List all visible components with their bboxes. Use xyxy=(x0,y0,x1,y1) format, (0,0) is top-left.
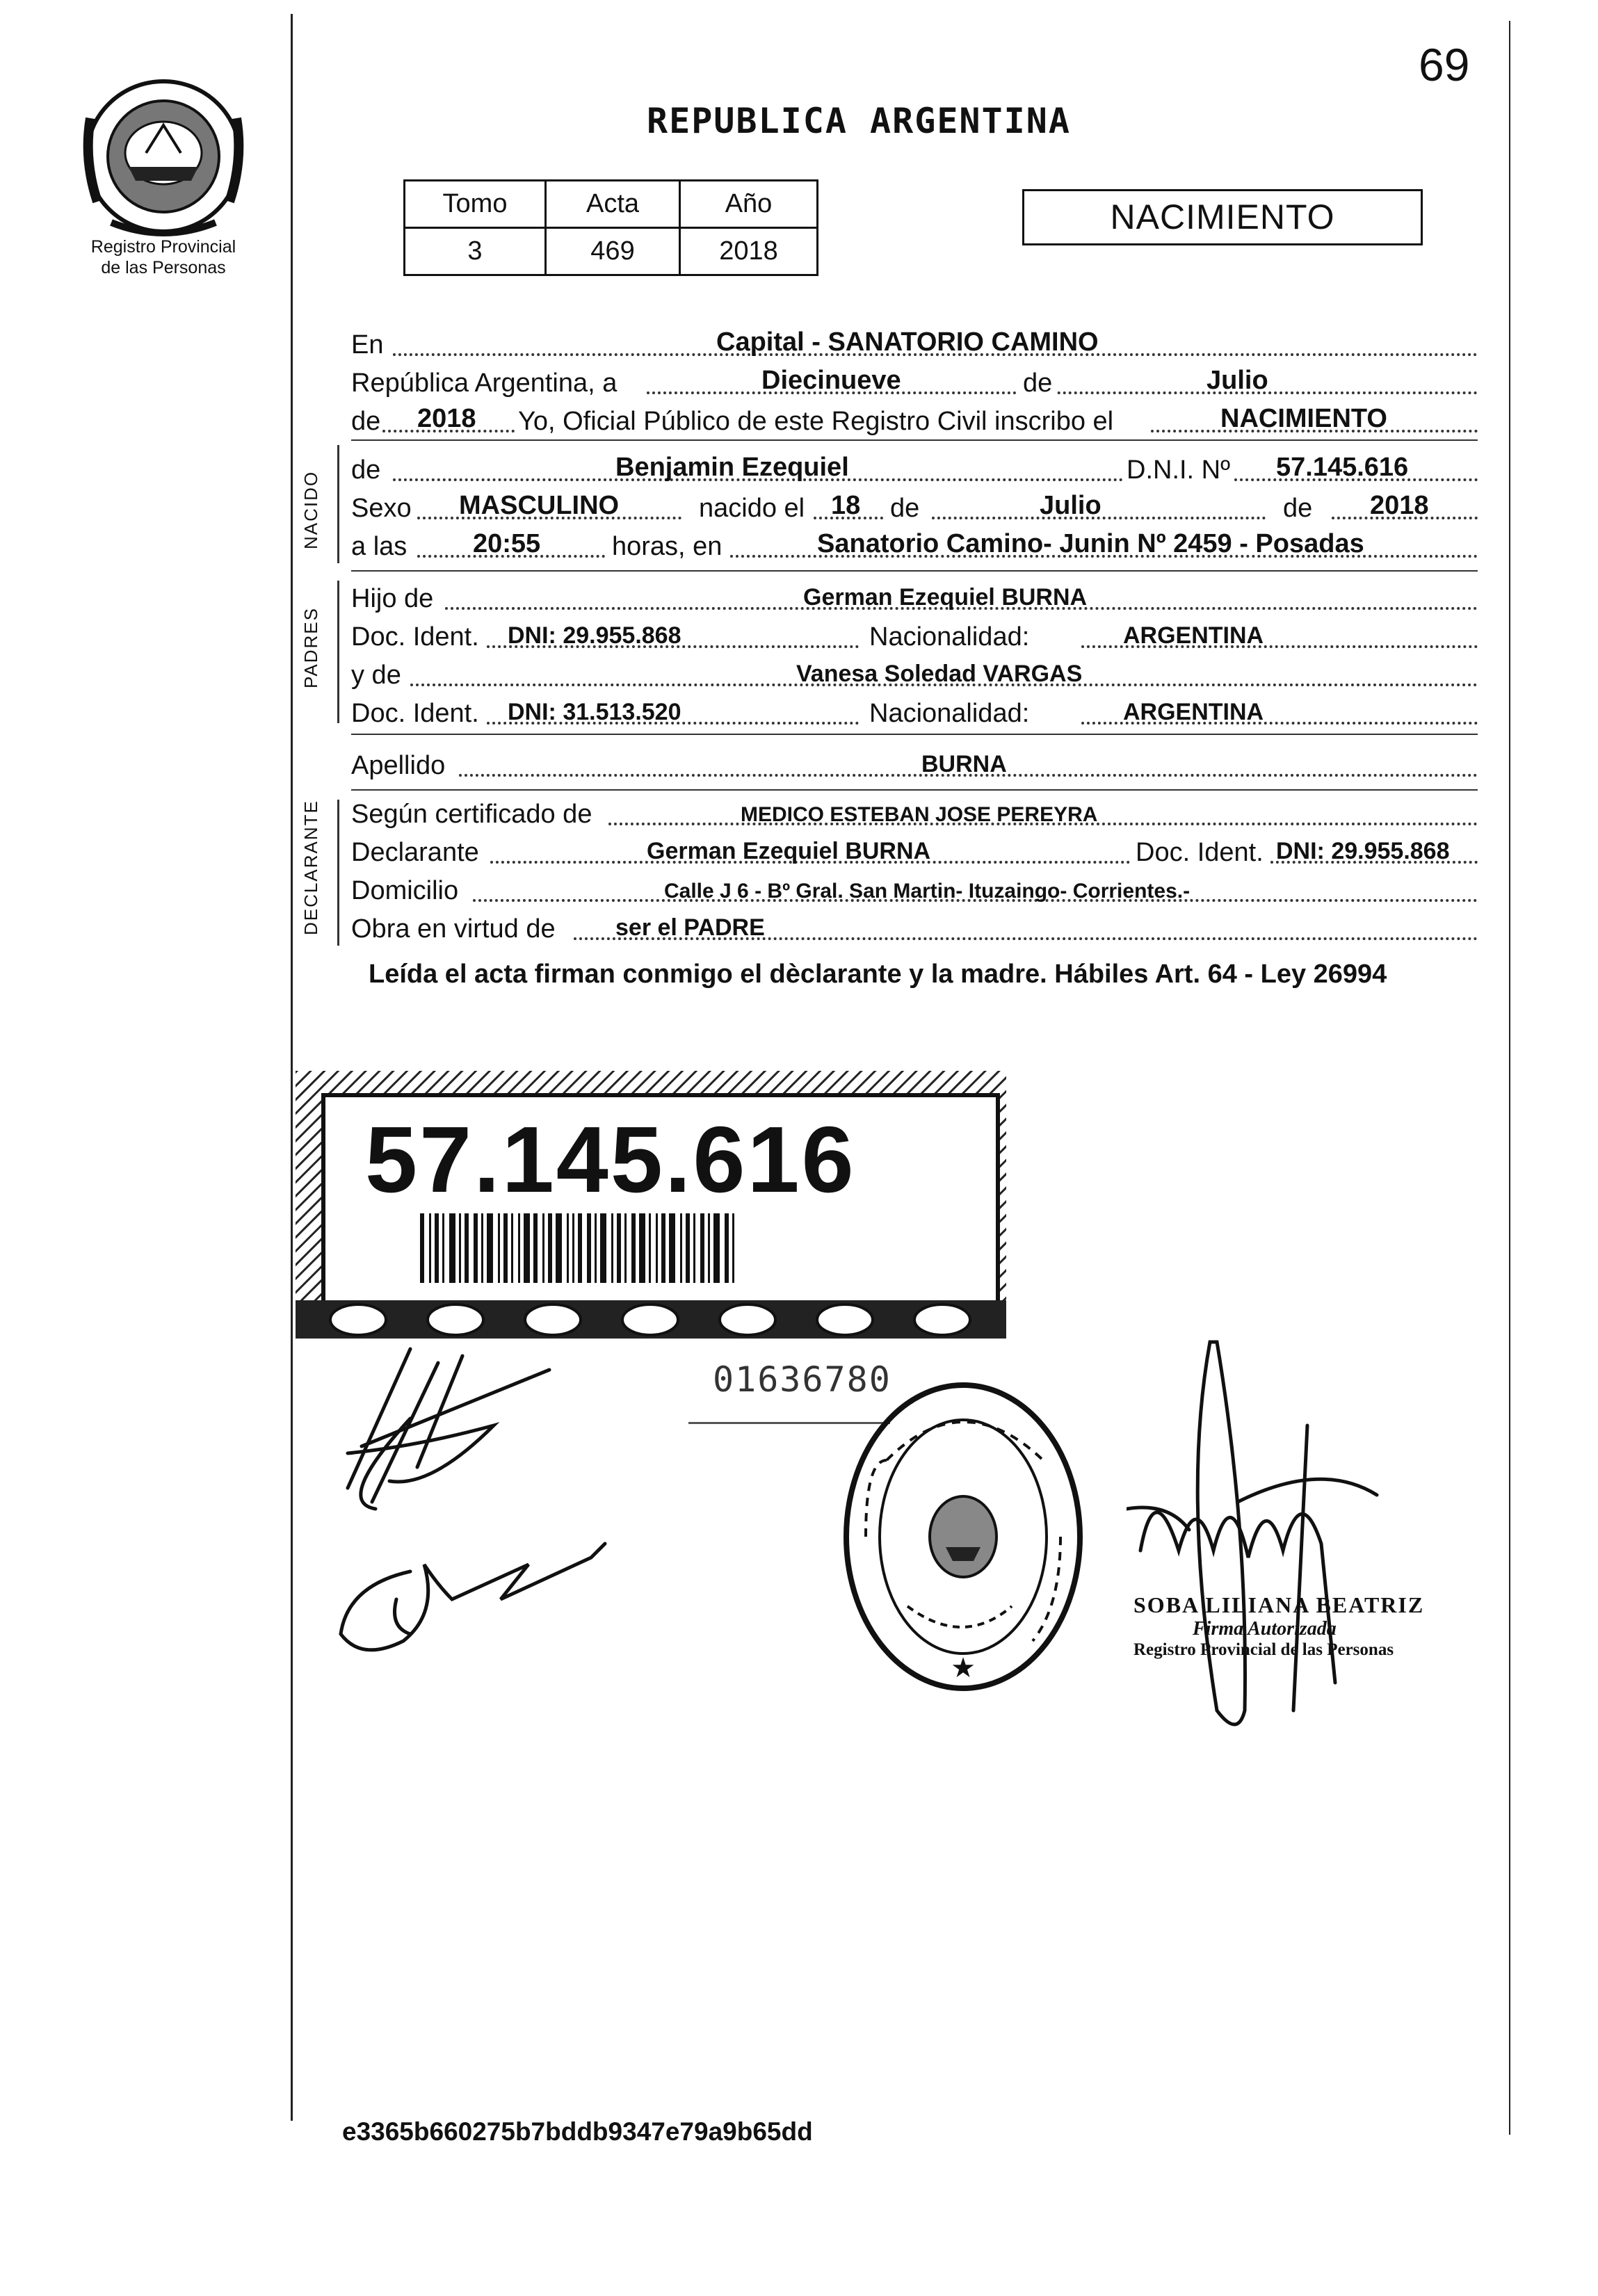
nacionalidad-label: Nacionalidad: xyxy=(869,699,1030,728)
barcode-bar xyxy=(656,1213,658,1283)
birth-month: Julio xyxy=(1040,491,1101,520)
sexo-label: Sexo xyxy=(351,494,412,523)
sexo-value: MASCULINO xyxy=(459,491,620,520)
barcode-bar xyxy=(611,1213,613,1283)
barcode-bar xyxy=(572,1213,574,1283)
day-value: Diecinueve xyxy=(761,366,901,395)
dni-value: 57.145.616 xyxy=(1276,453,1409,482)
barcode xyxy=(417,1213,810,1283)
row-mother-doc xyxy=(351,695,1478,730)
barcode-bar xyxy=(669,1213,675,1283)
mother-doc: DNI: 31.513.520 xyxy=(508,699,681,725)
obra-value: ser el PADRE xyxy=(615,914,765,941)
domicilio-value: Calle J 6 - Bº Gral. San Martin- Ituzaingo- Corrientes.- xyxy=(664,880,1191,903)
en-label: En xyxy=(351,330,384,359)
barcode-bar xyxy=(465,1213,469,1283)
month-value: Julio xyxy=(1206,366,1268,395)
birth-day: 18 xyxy=(831,491,861,520)
row-year xyxy=(351,403,1478,438)
barcode-bar xyxy=(661,1213,665,1283)
section-rule xyxy=(351,570,1478,572)
en-value: Capital - SANATORIO CAMINO xyxy=(716,328,1099,357)
nacionalidad-label: Nacionalidad: xyxy=(869,622,1030,652)
de-label: de xyxy=(1283,494,1313,523)
section-rule xyxy=(351,439,1478,441)
father-nationality: ARGENTINA xyxy=(1123,622,1264,649)
barcode-bar xyxy=(631,1213,636,1283)
record-table-value-row xyxy=(405,228,818,275)
barcode-bar xyxy=(624,1213,627,1283)
barcode-bar xyxy=(435,1213,439,1283)
barcode-bar xyxy=(542,1213,544,1283)
barcode-bar xyxy=(518,1213,520,1283)
segun-value: MEDICO ESTEBAN JOSE PEREYRA xyxy=(741,803,1098,826)
segun-label: Según certificado de xyxy=(351,800,592,829)
barcode-bar xyxy=(639,1213,645,1283)
barcode-bar xyxy=(578,1213,582,1283)
horas-en-label: horas, en xyxy=(612,532,723,561)
record-table-header-row xyxy=(405,181,818,228)
barcode-bar xyxy=(487,1213,493,1283)
barcode-bar xyxy=(556,1213,562,1283)
barcode-bar xyxy=(693,1213,695,1283)
barcode-bar xyxy=(429,1213,431,1283)
declarante-section-label: DECLARANTE xyxy=(300,800,321,935)
declarant-signature xyxy=(320,1335,709,1724)
row-domicilio xyxy=(351,873,1478,907)
row-y-de xyxy=(351,657,1478,692)
barcode-bar xyxy=(686,1213,690,1283)
barcode-bar xyxy=(449,1213,455,1283)
year-prefix: de xyxy=(351,407,381,436)
padres-section-label: PADRES xyxy=(300,607,321,688)
doc-ident-label: Doc. Ident. xyxy=(351,699,479,728)
row-sexo xyxy=(351,490,1478,525)
row-apellido xyxy=(351,747,1478,782)
row-hijo-de xyxy=(351,581,1478,615)
closing-note: Leída el acta firman conmigo el dèclarante y la madre. Hábiles Art. 64 - Ley 26994 xyxy=(369,960,1387,989)
record-table-cell: 2018 xyxy=(680,228,818,275)
de-label: de xyxy=(890,494,920,523)
barcode-bar xyxy=(524,1213,530,1283)
row-declarante xyxy=(351,834,1478,869)
barcode-bar xyxy=(708,1213,710,1283)
barcode-bar xyxy=(700,1213,704,1283)
official-signature xyxy=(1127,1321,1488,1780)
record-table xyxy=(403,179,818,276)
apellido-label: Apellido xyxy=(351,751,446,780)
barcode-bar xyxy=(511,1213,513,1283)
svg-text:★: ★ xyxy=(951,1652,976,1684)
apellido-value: BURNA xyxy=(921,751,1007,777)
record-table-header: Acta xyxy=(546,181,680,228)
left-margin-line xyxy=(291,14,293,2121)
section-bar xyxy=(337,581,339,723)
province-crest-logo xyxy=(76,76,250,243)
declarante-label: Declarante xyxy=(351,838,479,867)
row-en xyxy=(351,327,1478,362)
barcode-bar xyxy=(617,1213,621,1283)
sticker-dni-number: 57.145.616 xyxy=(365,1107,856,1212)
year-value: 2018 xyxy=(417,404,476,433)
barcode-bar xyxy=(649,1213,651,1283)
record-table-cell: 3 xyxy=(405,228,546,275)
row-hora xyxy=(351,528,1478,563)
dni-label: D.N.I. Nº xyxy=(1127,455,1230,485)
section-rule xyxy=(351,789,1478,791)
official-role: Firma Autorizada xyxy=(1193,1618,1337,1640)
barcode-bar xyxy=(548,1213,552,1283)
obra-label: Obra en virtud de xyxy=(351,914,556,944)
declarante-value: German Ezequiel BURNA xyxy=(647,838,931,864)
record-table-header: Año xyxy=(680,181,818,228)
mother-nationality: ARGENTINA xyxy=(1123,699,1264,725)
barcode-bar xyxy=(680,1213,682,1283)
country-title: REPUBLICA ARGENTINA xyxy=(647,101,1071,141)
republica-label: República Argentina, a xyxy=(351,369,618,398)
birth-year: 2018 xyxy=(1370,491,1429,520)
barcode-bar xyxy=(713,1213,720,1283)
hijo-de-label: Hijo de xyxy=(351,584,434,613)
org-name-line1: Registro Provincial xyxy=(90,237,236,257)
barcode-bar xyxy=(442,1213,444,1283)
barcode-bar xyxy=(498,1213,500,1283)
barcode-bar xyxy=(595,1213,597,1283)
barcode-bar xyxy=(420,1213,424,1283)
section-rule xyxy=(351,734,1478,735)
inscribo-value: NACIMIENTO xyxy=(1220,404,1387,433)
barcode-bar xyxy=(732,1213,734,1283)
org-name xyxy=(56,236,271,278)
barcode-bar xyxy=(725,1213,729,1283)
page-number: 69 xyxy=(1419,39,1470,90)
nacido-el-label: nacido el xyxy=(699,494,805,523)
section-bar xyxy=(337,800,339,946)
section-bar xyxy=(337,445,339,563)
barcode-bar xyxy=(587,1213,591,1283)
row-father-doc xyxy=(351,619,1478,654)
barcode-bar xyxy=(474,1213,478,1283)
serial-number: 01636780 xyxy=(713,1359,891,1400)
document-hash: e3365b660275b7bddb9347e79a9b65dd xyxy=(342,2117,813,2146)
barcode-bar xyxy=(481,1213,483,1283)
birth-time: 20:55 xyxy=(473,529,541,558)
a-las-label: a las xyxy=(351,532,407,561)
official-seal xyxy=(838,1377,1088,1697)
child-name: Benjamin Ezequiel xyxy=(615,453,849,482)
y-de-label: y de xyxy=(351,661,401,690)
barcode-bar xyxy=(567,1213,569,1283)
row-nombre xyxy=(351,452,1478,487)
record-table-cell: 469 xyxy=(546,228,680,275)
de-nombre-label: de xyxy=(351,455,381,485)
official-name: SOBA LILIANA BEATRIZ xyxy=(1133,1592,1425,1617)
record-table-header: Tomo xyxy=(405,181,546,228)
doc-ident-label: Doc. Ident. xyxy=(351,622,479,652)
org-name-line2: de las Personas xyxy=(101,258,226,277)
birth-place: Sanatorio Camino- Junin Nº 2459 - Posadas xyxy=(817,529,1364,558)
row-obra xyxy=(351,911,1478,946)
father-doc: DNI: 29.955.868 xyxy=(508,622,681,649)
barcode-bar xyxy=(459,1213,461,1283)
barcode-bar xyxy=(533,1213,538,1283)
registrar-text: Yo, Oficial Público de este Registro Civil inscribo el xyxy=(518,407,1114,436)
right-margin-line xyxy=(1509,21,1510,2135)
official-stamp-text xyxy=(1133,1592,1481,1660)
nacido-section-label: NACIDO xyxy=(300,470,321,549)
row-republica xyxy=(351,365,1478,400)
decl-doc-label: Doc. Ident. xyxy=(1130,838,1264,868)
mother-name: Vanesa Soledad VARGAS xyxy=(796,661,1083,687)
domicilio-label: Domicilio xyxy=(351,876,459,905)
barcode-bar xyxy=(503,1213,508,1283)
de-label: de xyxy=(1019,369,1056,398)
official-org: Registro Provincial de las Personas xyxy=(1133,1640,1394,1659)
decl-doc-value: DNI: 29.955.868 xyxy=(1276,838,1450,864)
father-name: German Ezequiel BURNA xyxy=(803,584,1088,611)
barcode-bar xyxy=(600,1213,606,1283)
row-segun xyxy=(351,796,1478,831)
record-type-box: NACIMIENTO xyxy=(1022,189,1423,245)
